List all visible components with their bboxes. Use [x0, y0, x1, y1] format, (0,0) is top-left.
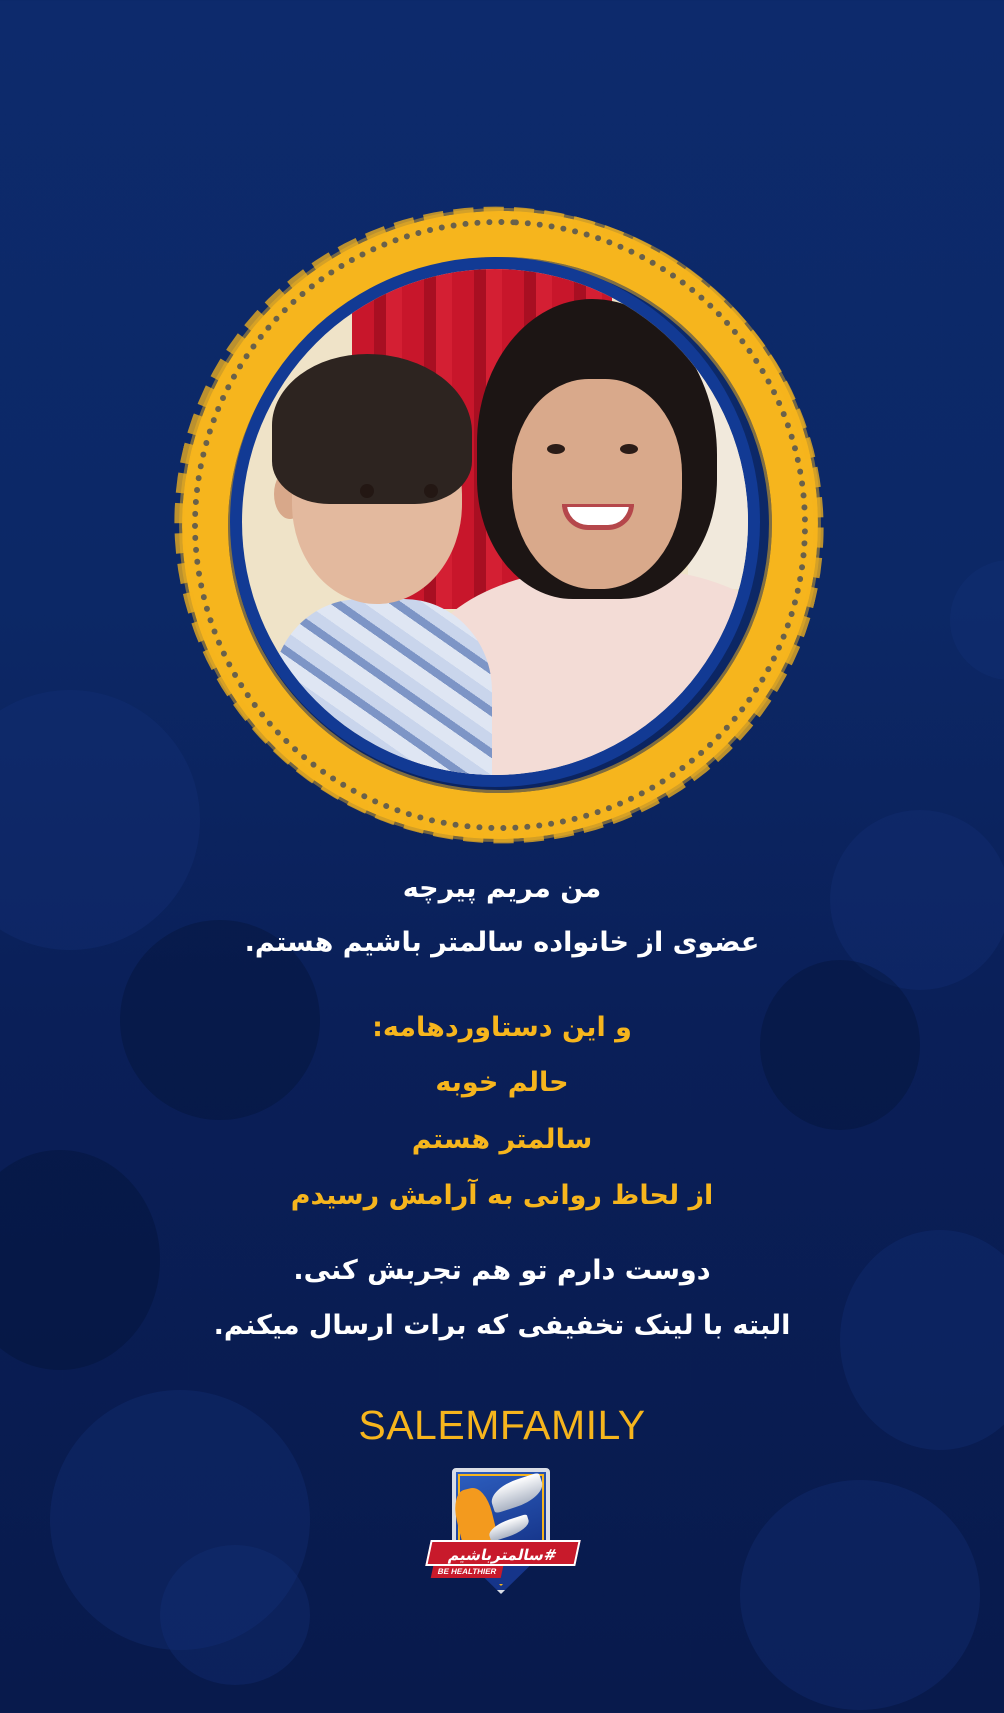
- bokeh-circle: [950, 560, 1004, 680]
- intro-text: [0, 875, 1004, 965]
- achievement-item: از لحاظ روانی به آرامش رسیدم: [290, 1180, 714, 1211]
- boy-shirt: [272, 599, 492, 775]
- be-healthier-logo: [428, 1466, 578, 1596]
- achievement-item: حالم خوبه: [435, 1067, 569, 1098]
- woman-face: [512, 379, 682, 589]
- achievements-heading: و این دستاوردهامه:: [372, 1012, 632, 1043]
- bokeh-circle: [160, 1545, 310, 1685]
- boy-eye: [360, 484, 374, 498]
- invite-discount-line: البته با لینک تخفیفی که برات ارسال میکنم.: [213, 1310, 791, 1341]
- boy-eye: [424, 484, 438, 498]
- logo-hashtag: #سالمترباشیم: [425, 1540, 581, 1566]
- woman-eye: [547, 444, 565, 454]
- intro-member-line: عضوی از خانواده سالمتر باشیم هستم.: [244, 927, 760, 958]
- profile-photo-ring: [170, 205, 830, 845]
- woman-eye: [620, 444, 638, 454]
- invite-line: دوست دارم تو هم تجربش کنی.: [293, 1255, 711, 1286]
- logo-tagline: BE HEALTHIER: [431, 1566, 504, 1578]
- bokeh-circle: [740, 1480, 980, 1710]
- brand-code: SALEMFAMILY: [358, 1402, 646, 1448]
- bokeh-circle: [760, 960, 920, 1130]
- photo-frame: [230, 257, 760, 787]
- intro-name-line: من مریم پیرچه: [402, 873, 602, 904]
- achievement-item: سالمتر هستم: [411, 1124, 593, 1155]
- profile-photo: [242, 269, 748, 775]
